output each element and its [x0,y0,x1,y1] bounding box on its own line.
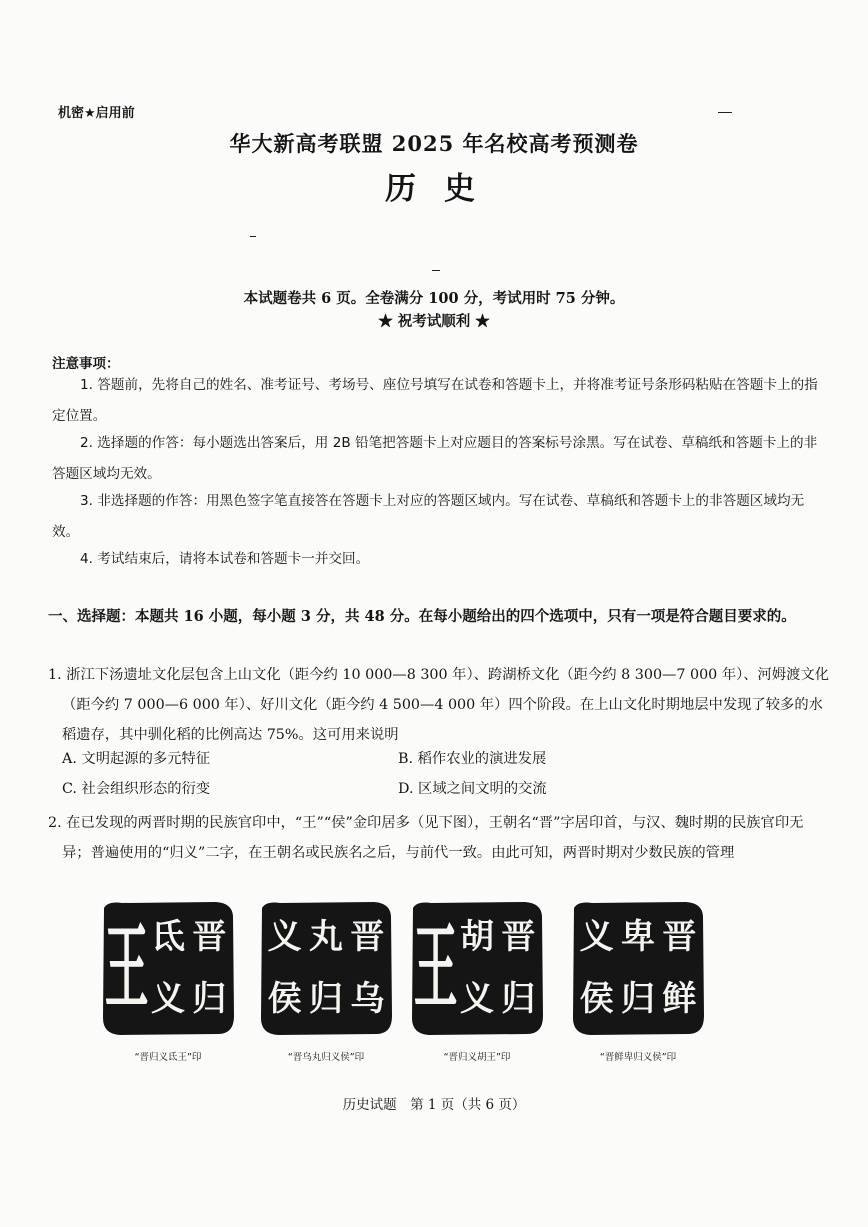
seal-caption-4: “晋鲜卑归义侯”印 [599,1052,677,1063]
question-1-option-a: A. 文明起源的多元特征 [62,751,211,767]
seal-character: 王 [104,913,149,1023]
seal-caption-2: “晋乌丸归义侯”印 [287,1052,365,1063]
scan-mark [718,112,732,113]
seal-character: 侯 [579,979,614,1019]
subject-title: 历史 [385,171,503,207]
seal-character: 王 [413,913,458,1023]
seal-character: 鲜 [662,979,697,1019]
seal-character: 义 [267,917,302,957]
seal-caption-1: “晋归义氐王”印 [134,1052,202,1063]
seal-character: 晋 [501,917,536,957]
seal-character: 归 [192,979,227,1019]
page-footer: 历史试题 第 1 页（共 6 页） [342,1097,526,1113]
seal-caption-3: “晋归义胡王”印 [443,1052,511,1063]
question-1-stem: 1. 浙江下汤遗址文化层包含上山文化（距今约 10 000—8 300 年）、跨湖桥文化（距今约 8 300—7 000 年）、河姆渡文化（距今约 7 000—6 000 年）、好川文化（距今约 4 500—4 000 年）四个阶段。在上山文化时期地层中发现了较多的水稻遗存，其中驯化稻的比例高达 75%。这可用来说明 [48,667,830,743]
seal-character: 义 [579,917,614,957]
exam-title: 华大新高考联盟 2025 年名校高考预测卷 [229,131,639,156]
seal-character: 乌 [350,979,385,1019]
scan-mark [432,270,440,271]
note-item: 4. 考试结束后，请将本试卷和答题卡一并交回。 [80,551,370,567]
confidential-label: 机密★启用前 [58,106,135,121]
note-item: 3. 非选择题的作答：用黑色签字笔直接答在答题卡上对应的答题区域内。写在试卷、草稿纸和答题卡上的非答题区域均无效。 [52,493,805,540]
section-heading: 一、选择题：本题共 16 小题，每小题 3 分，共 48 分。在每小题给出的四个选项中，只有一项是符合题目要求的。 [48,608,796,625]
seal-character: 晋 [192,917,227,957]
seal-image-3 [407,898,547,1038]
seal-character: 卑 [621,917,655,957]
seal-image-4 [568,898,708,1038]
exam-info: 本试题卷共 6 页。全卷满分 100 分，考试用时 75 分钟。 [243,290,625,307]
notes-heading: 注意事项： [52,356,120,372]
seal-image-1 [98,898,238,1038]
seal-character: 归 [309,979,343,1019]
question-1-option-d: D. 区域之间文明的交流 [398,781,547,797]
seal-image-2 [256,898,396,1038]
seal-character: 晋 [662,917,697,957]
seal-character: 氐 [151,917,185,957]
seal-character: 归 [501,979,536,1019]
seal-character: 晋 [350,917,385,957]
question-2-stem: 2. 在已发现的两晋时期的民族官印中，“王”“侯”金印居多（见下图），王朝名“晋”字居印首，与汉、魏时期的民族官印无异；普遍使用的“归义”二字，在王朝名或民族名之后，与前代一致。由此可知，两晋时期对少数民族的管理 [48,815,804,861]
question-1-option-b: B. 稻作农业的演进发展 [398,751,547,767]
scan-mark [250,236,256,237]
seal-character: 义 [151,979,185,1019]
seal-character: 胡 [460,917,494,957]
note-item: 2. 选择题的作答：每小题选出答案后，用 2B 铅笔把答题卡上对应题目的答案标号涂黑。写在试卷、草稿纸和答题卡上的非答题区域均无效。 [52,435,818,482]
note-item: 1. 答题前，先将自己的姓名、准考证号、考场号、座位号填写在试卷和答题卡上，并将准考证号条形码粘贴在答题卡上的指定位置。 [52,377,818,424]
seal-character: 丸 [309,917,343,957]
question-1-option-c: C. 社会组织形态的衍变 [62,781,211,797]
seal-character: 归 [621,979,655,1019]
good-luck-line: ★ 祝考试顺利 ★ [378,313,490,330]
seal-character: 义 [460,979,494,1019]
seal-character: 侯 [267,979,302,1019]
